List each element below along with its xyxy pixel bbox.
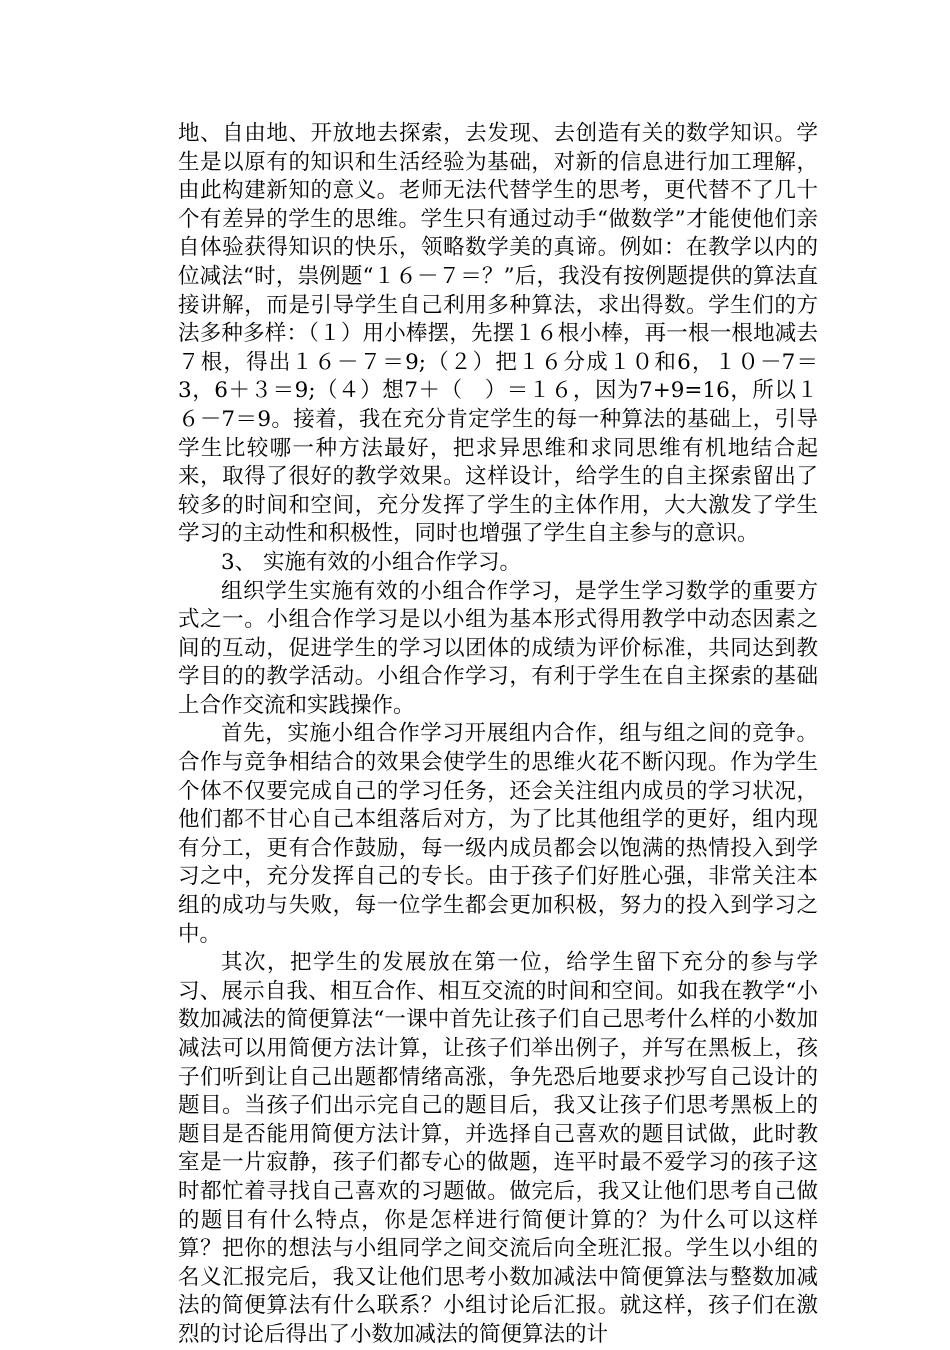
paragraph-first-point: 首先，实施小组合作学习开展组内合作，组与组之间的竞争。合作与竞争相结合的效果会使学生的思维火花不断闪现。作为学生个体不仅要完成自己的学习任务，还会关注组内成员的学习状况，他们都不甘心自己本组落后对方，为了比其他组学的更好，组内现有分工，更有合作鼓励，每一级内成员都会以饱满的热情投入到学习之中，充分发挥自己的专长。由于孩子们好胜心强，非常关注本组的成功与失败，每一位学生都会更加积极，努力的投入到学习之中。: [178, 721, 818, 947]
body-text: [178, 120, 840, 1350]
paragraph-group-learning-intro: 组织学生实施有效的小组合作学习，是学生学习数学的重要方式之一。小组合作学习是以小组为基本形式得用教学中动态因素之间的互动，促进学生的学习以团体的成绩为评价标准，共同达到教学目的的教学活动。小组合作学习，有利于学生在自主探索的基础上合作交流和实践操作。: [178, 578, 818, 718]
paragraph-exploration-example: 地、自由地、开放地去探索，去发现、去创造有关的数学知识。学生是以原有的知识和生活经验为基础，对新的信息进行加工理解，由此构建新知的意义。老师无法代替学生的思考，更代替不了几十个有差异的学生的思维。学生只有通过动手“做数学”才能使他们亲自体验获得知识的快乐，领略数学美的真谛。例如：在教学以内的 位减法“时，祟例题“１６－７＝？”后，我没有按例题提供的算法直接讲解，而是引导学生自己利用多种算法，求出得数。学生们的方法多种多样：（１）用小棒摆，先摆１６根小棒，再一根一根地减去７根，得出１６－７＝9;（２）把１６分成１０和6，１０－7＝3，6＋３＝9;（４）想7＋（ ）＝１６，因为7+9=16，所以１６－7＝9。接着，我在充分肯定学生的每一种算法的基础上，引导学生比较哪一种方法最好，把求异思维和求同思维有机地结合起来，取得了很好的教学效果。这样设计，给学生的自主探索留出了较多的时间和空间，充分发挥了学生的主体作用，大大激发了学生学习的主动性和积极性，同时也增强了学生自主参与的意识。: [178, 121, 840, 547]
section-heading-group-learning: 3、 实施有效的小组合作学习。: [221, 549, 522, 575]
paragraph-second-point: 其次，把学生的发展放在第一位，给学生留下充分的参与学习、展示自我、相互合作、相互交流的时间和空间。如我在教学“小数加减法的简便算法“一课中首先让孩子们自己思考什么样的小数加减法可以用简便方法计算，让孩子们举出例子，并写在黑板上，孩子们听到让自己出题都情绪高涨，争先恐后地要求抄写自己设计的题目。当孩子们出示完自己的题目后，我又让孩子们思考黑板上的题目是否能用简便方法计算，并选择自己喜欢的题目试做，此时教室是一片寂静，孩子们都专心的做题，连平时最不爱学习的孩子这时都忙着寻找自己喜欢的习题做。做完后，我又让他们思考自己做的题目有什么特点，你是怎样进行简便计算的？为什么可以这样算？把你的想法与小组同学之间交流后向全班汇报。学生以小组的名义汇报完后，我又让他们思考小数加减法中简便算法与整数加减法的简便算法有什么联系？小组讨论后汇报。就这样，孩子们在激烈的讨论后得出了小数加减法的简便算法的计: [178, 950, 818, 1347]
